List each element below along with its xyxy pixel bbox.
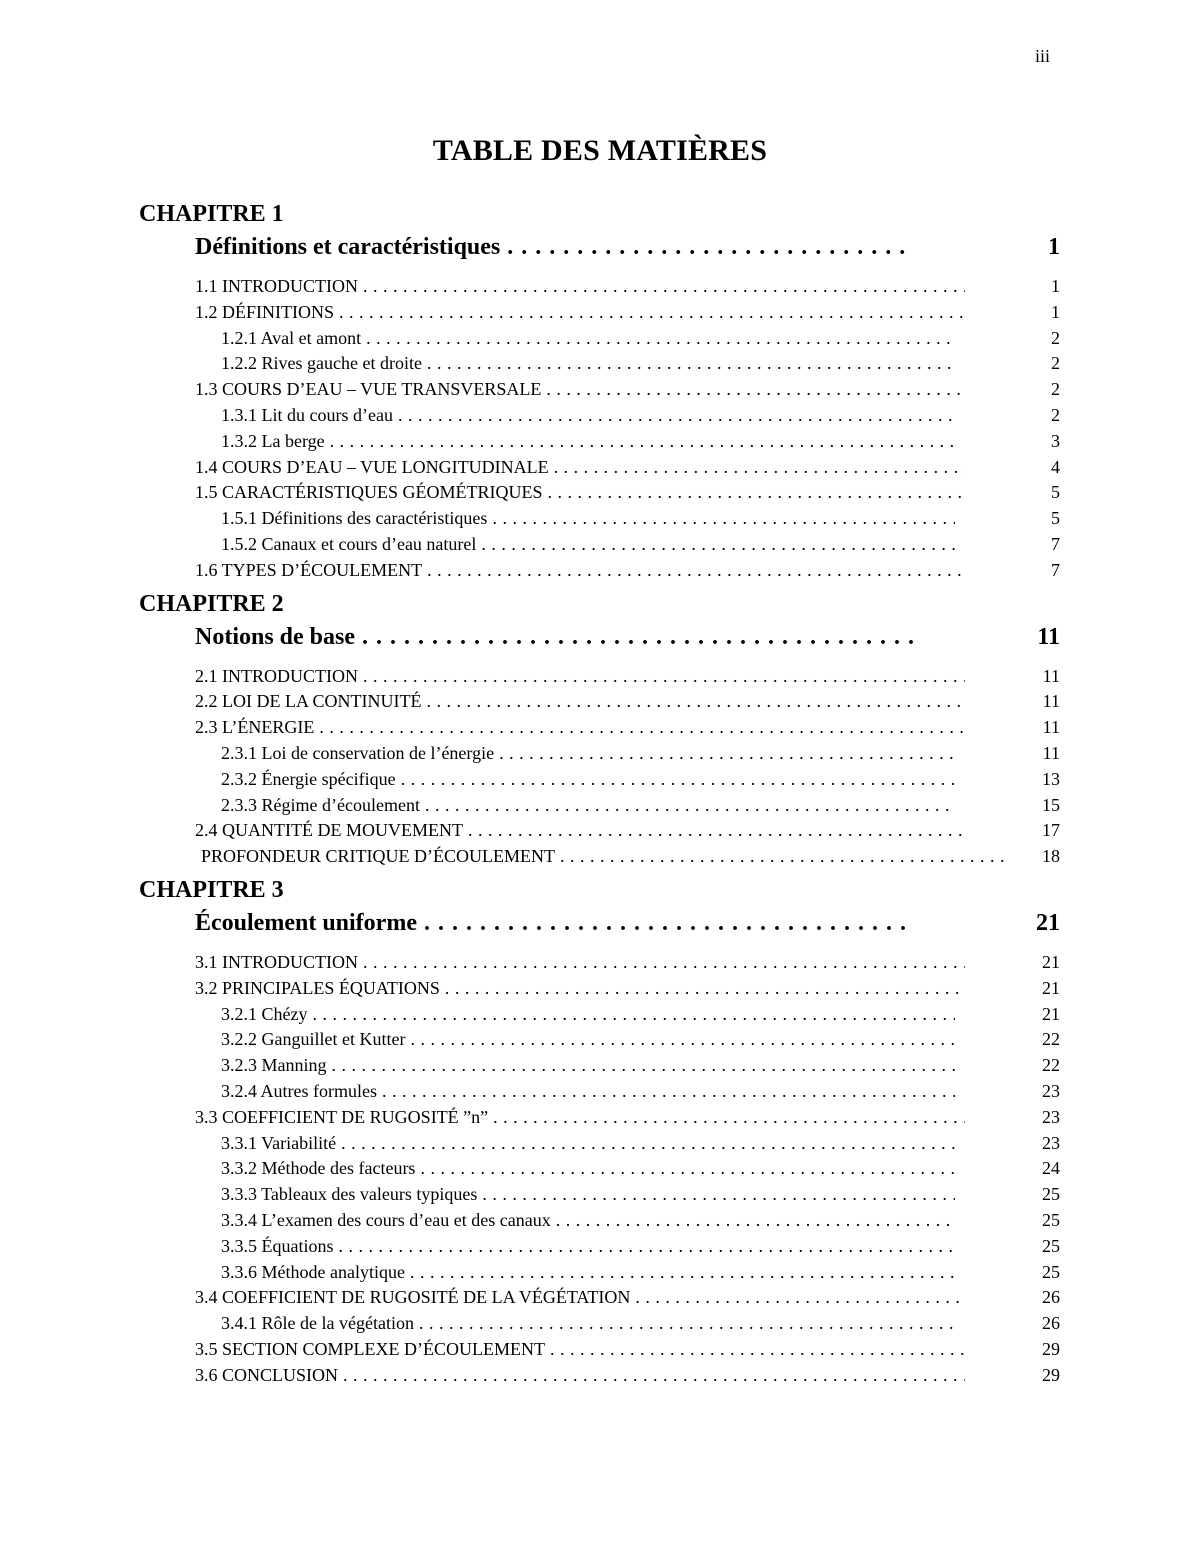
toc-entry-page: 11 <box>1042 717 1060 738</box>
toc-entry-title: 2.3.2 Énergie spécifique . . . <box>221 767 955 793</box>
toc-entry-title: 3.5 SECTION COMPLEXE D’ÉCOULEMENT . . . <box>195 1337 965 1363</box>
toc-entry-title: 3.1 INTRODUCTION . . . <box>195 950 965 976</box>
toc-subsection-entry[interactable] <box>0 1311 1200 1337</box>
toc-entry-page: 23 <box>1042 1106 1060 1127</box>
toc-subsection-entry[interactable] <box>0 1156 1200 1182</box>
page-title: TABLE DES MATIÈRES <box>432 134 768 167</box>
toc-subsection-entry[interactable] <box>0 532 1200 558</box>
toc-section-entry[interactable] <box>0 1337 1200 1363</box>
toc-subsection-entry[interactable] <box>0 1131 1200 1157</box>
toc-subsection-entry[interactable] <box>0 429 1200 455</box>
toc-entry-page: 11 <box>1042 691 1060 712</box>
toc-section-entry[interactable] <box>0 664 1200 690</box>
toc-subsection-entry[interactable] <box>0 506 1200 532</box>
toc-entry-page: 1 <box>1051 276 1060 296</box>
toc-entry-title: 1.3.2 La berge . . . <box>221 429 955 455</box>
toc-entry-title: 3.3.5 Équations . . . <box>221 1234 955 1260</box>
toc-entry-page: 25 <box>1042 1261 1060 1282</box>
toc-section-entry[interactable] <box>0 689 1200 715</box>
toc-entry-page: 1 <box>1051 301 1060 322</box>
chapter-heading-page: 1 <box>1048 234 1060 260</box>
toc-entry-page: 7 <box>1051 559 1060 580</box>
toc-entry-title: 1.5 CARACTÉRISTIQUES GÉOMÉTRIQUES . . . <box>195 480 965 506</box>
toc-entry-page: 26 <box>1042 1313 1060 1334</box>
chapter-heading[interactable] <box>0 906 1200 940</box>
toc-entry-page: 25 <box>1042 1235 1060 1256</box>
toc-subsection-entry[interactable] <box>0 403 1200 429</box>
toc-entry-page: 15 <box>1042 794 1060 815</box>
toc-section-entry[interactable] <box>0 715 1200 741</box>
toc-subsection-entry[interactable] <box>0 1208 1200 1234</box>
toc-entry-title: 3.4.1 Rôle de la végétation . . . <box>221 1311 955 1337</box>
toc-entry-page: 2 <box>1051 353 1060 374</box>
toc-entry-page: 2 <box>1051 327 1060 348</box>
toc-entry-title: 3.2 PRINCIPALES ÉQUATIONS . . . <box>195 976 965 1002</box>
chapter-label: CHAPITRE 3 <box>139 876 284 903</box>
toc-subsection-entry[interactable] <box>0 1079 1200 1105</box>
toc-subsection-entry[interactable] <box>0 1053 1200 1079</box>
chapter-heading[interactable] <box>0 230 1200 264</box>
toc-entry-page: 21 <box>1042 977 1060 998</box>
toc-entry-title: 2.3.3 Régime d’écoulement . . . <box>221 793 955 819</box>
toc-entry-page: 29 <box>1042 1364 1060 1385</box>
toc-entry-page: 5 <box>1051 508 1060 529</box>
toc-subsection-entry[interactable] <box>0 351 1200 377</box>
toc-entry-page: 24 <box>1042 1158 1060 1179</box>
toc-entry-page: 5 <box>1051 482 1060 503</box>
chapter-section <box>0 588 1200 874</box>
toc-entry-title: 3.3.6 Méthode analytique . . . <box>221 1260 955 1286</box>
toc-entry-page: 4 <box>1051 456 1060 477</box>
toc-section-entry[interactable] <box>0 274 1200 300</box>
toc-section-entry[interactable] <box>0 976 1200 1002</box>
toc-subsection-entry[interactable] <box>0 1027 1200 1053</box>
toc-entry-title: 1.2.1 Aval et amont . . . <box>221 326 955 352</box>
toc-entry-page: 21 <box>1042 1003 1060 1024</box>
toc-entry-title: 2.1 INTRODUCTION . . . <box>195 664 965 690</box>
toc-subsection-entry[interactable] <box>0 1234 1200 1260</box>
page-number: iii <box>1034 46 1050 66</box>
chapter-section <box>0 198 1200 588</box>
toc-section-entry[interactable] <box>0 950 1200 976</box>
toc-subsection-entry[interactable] <box>0 793 1200 819</box>
toc-entry-title: 1.6 TYPES D’ÉCOULEMENT . . . <box>195 558 965 584</box>
toc-entry-title: 3.2.2 Ganguillet et Kutter . . . <box>221 1027 955 1053</box>
toc-entry-title: 3.3 COEFFICIENT DE RUGOSITÉ ”n” . . . <box>195 1105 965 1131</box>
toc-entry-title: 3.2.3 Manning . . . <box>221 1053 955 1079</box>
toc-section-entry[interactable] <box>0 1105 1200 1131</box>
toc-entry-title: 1.2.2 Rives gauche et droite . . . <box>221 351 955 377</box>
toc-entry-page: 13 <box>1042 768 1060 789</box>
toc-entry-page: 2 <box>1051 404 1060 425</box>
toc-entry-title: 1.3 COURS D’EAU – VUE TRANSVERSALE . . . <box>195 377 965 403</box>
toc-entry-title: 1.5.2 Canaux et cours d’eau naturel . . . <box>221 532 955 558</box>
chapter-label: CHAPITRE 2 <box>139 590 284 617</box>
table-of-contents <box>0 198 1200 1392</box>
toc-entry-title: 1.2 DÉFINITIONS . . . <box>195 300 965 326</box>
toc-entry-title: 3.6 CONCLUSION . . . <box>195 1363 965 1389</box>
toc-entry-title: 3.3.3 Tableaux des valeurs typiques . . . <box>221 1182 955 1208</box>
chapter-heading-page: 21 <box>1036 909 1060 936</box>
toc-subsection-entry[interactable] <box>0 326 1200 352</box>
toc-subsection-entry[interactable] <box>0 741 1200 767</box>
toc-entry-title: 3.3.2 Méthode des facteurs . . . <box>221 1156 955 1182</box>
chapter-heading-title: Écoulement uniforme . . . <box>195 906 913 940</box>
toc-section-entry[interactable] <box>0 480 1200 506</box>
toc-entry-title: PROFONDEUR CRITIQUE D’ÉCOULEMENT . . . <box>201 844 1005 870</box>
chapter-heading-title: Définitions et caractéristiques . . . <box>195 230 913 264</box>
chapter-heading-page: 11 <box>1037 623 1060 650</box>
toc-entry-page: 11 <box>1042 665 1060 686</box>
toc-subsection-entry[interactable] <box>0 1182 1200 1208</box>
toc-entry-title: 1.1 INTRODUCTION . . . <box>195 274 965 300</box>
toc-entry-title: 1.5.1 Définitions des caractéristiques . . . <box>221 506 955 532</box>
toc-section-entry[interactable] <box>0 1363 1200 1389</box>
toc-entry-title: 3.3.1 Variabilité . . . <box>221 1131 955 1157</box>
toc-section-entry[interactable] <box>0 300 1200 326</box>
toc-entry-page: 18 <box>1042 846 1060 867</box>
toc-entry-page: 22 <box>1042 1029 1060 1050</box>
toc-entry-title: 3.3.4 L’examen des cours d’eau et des canaux . . . <box>221 1208 955 1234</box>
chapter-heading[interactable] <box>0 620 1200 654</box>
chapter-spacer <box>0 1388 1200 1392</box>
toc-section-entry[interactable] <box>0 455 1200 481</box>
toc-entry-page: 29 <box>1042 1338 1060 1359</box>
toc-entry-page: 3 <box>1051 430 1060 451</box>
toc-entry-title: 3.2.1 Chézy . . . <box>221 1002 955 1028</box>
chapter-heading-title: Notions de base . . . <box>195 620 913 654</box>
toc-entry-page: 23 <box>1042 1080 1060 1101</box>
toc-entry-page: 11 <box>1042 742 1060 763</box>
toc-section-entry[interactable] <box>0 844 1200 870</box>
toc-entry-page: 25 <box>1042 1184 1060 1205</box>
toc-entry-title: 2.3.1 Loi de conservation de l’énergie . . . <box>221 741 955 767</box>
toc-entry-page: 7 <box>1051 533 1060 554</box>
toc-section-entry[interactable] <box>0 377 1200 403</box>
toc-entry-title: 2.2 LOI DE LA CONTINUITÉ . . . <box>195 689 965 715</box>
chapter-label: CHAPITRE 1 <box>139 201 284 227</box>
toc-entry-page: 22 <box>1042 1055 1060 1076</box>
toc-subsection-entry[interactable] <box>0 1002 1200 1028</box>
toc-subsection-entry[interactable] <box>0 767 1200 793</box>
toc-entry-page: 26 <box>1042 1287 1060 1308</box>
toc-entry-page: 25 <box>1042 1209 1060 1230</box>
toc-entry-title: 2.4 QUANTITÉ DE MOUVEMENT . . . <box>195 818 965 844</box>
chapter-section <box>0 874 1200 1393</box>
toc-entry-page: 17 <box>1042 820 1060 841</box>
toc-entry-title: 1.4 COURS D’EAU – VUE LONGITUDINALE . . . <box>195 455 965 481</box>
toc-entry-title: 3.4 COEFFICIENT DE RUGOSITÉ DE LA VÉGÉTATION . . . <box>195 1285 965 1311</box>
toc-entry-title: 1.3.1 Lit du cours d’eau . . . <box>221 403 955 429</box>
toc-entry-title: 2.3 L’ÉNERGIE . . . <box>195 715 965 741</box>
toc-entry-page: 23 <box>1042 1132 1060 1153</box>
toc-section-entry[interactable] <box>0 818 1200 844</box>
toc-section-entry[interactable] <box>0 1285 1200 1311</box>
toc-entry-page: 2 <box>1051 379 1060 400</box>
toc-subsection-entry[interactable] <box>0 1260 1200 1286</box>
toc-entry-title: 3.2.4 Autres formules . . . <box>221 1079 955 1105</box>
toc-section-entry[interactable] <box>0 558 1200 584</box>
toc-entry-page: 21 <box>1042 951 1060 972</box>
